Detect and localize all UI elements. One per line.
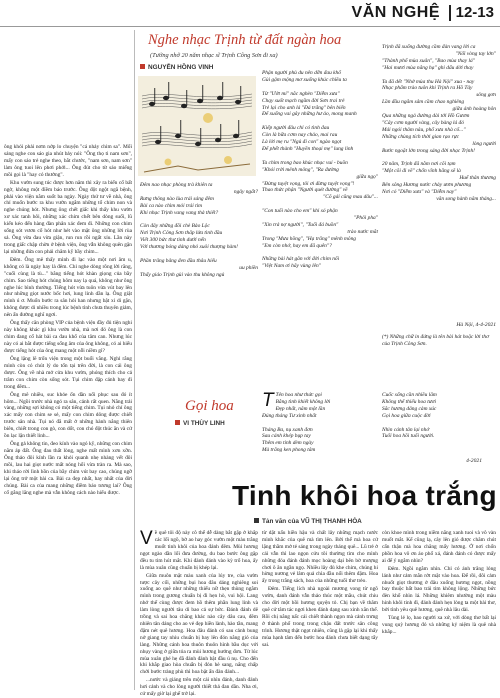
poem-line [262,84,378,91]
article-paragraph: còn khoe mình trong niềm nắng xanh tuoi và vô vàn muốt mắt. Kể cũng lạ, cây lên gió được chăm chút cẩn thận mà hoa chẳng mấy hương. Ở nơi chốn phồn hoa vô ơn áo phố xá, đánh đánh có được mấy ai để ý ngắm nhìn? [382,530,496,564]
poem-line: Còn là bữa cơm nay chảo, mai rau [262,132,338,139]
article-column-1 [140,528,258,698]
story-paragraph: Ông gả không tin, đeo kính vào ngó kỹ, những con chim nằm áp đất. Ông đau thất lòng, nghe mất mình xơn xỡn. Ông thảo đôi kính lần ra khỏi quanh nhẹ nhàng vết đôi mồi, lau hai giọt nước mất nóng hổi vừa tràn ra. Mà sao, khi tháo rời lình hồn của bầy chim vút bay cao, chúng ngỡ lại ông trở một bài ca. Bài ca đẹp nhất, hay nhất của đời chúng. Bài ca của mang những điềm báo tương lai? Ông cố gắng lắng nghe mà vẫn không cách nào hiểu được. [4,441,132,496]
poem-line: Để phết thành "Huyền thoại mẹ" lung linh [262,145,354,152]
poem-line: Trong "Mưa hồng", "Hạ trắng" mênh mông [262,235,357,242]
poem-date: Hà Nội, 4-4-2021 [456,322,496,328]
poem-line: Kiếp người đâu chỉ có tình đau [262,125,330,132]
poem-line: Cuốc sống cần nhiều lắm [382,392,437,398]
article-paragraph: Tùng lẻ lọ, bao người xa xứ, với dòng thơ bất lại vung quỳ hương đó và những kỷ niệm là quê nhà khắp... [382,615,496,636]
dropcap: T [262,390,274,411]
poem-line: Qua những ngả đường dài tới Hồ Gươm [382,113,470,120]
poem-gio-hoa-stanza-b [382,392,494,452]
poem-line: Những bài hát gắn với đời chim nổi [262,256,340,263]
music-notes-icon [138,76,256,176]
poem-line: văn song hành năm tháng... [436,195,496,202]
poem-line: Thấy giáo Trịnh gùi vào thu không ngủ [140,271,225,278]
music-notes-illustration [138,76,256,176]
column-divider [134,30,135,690]
author-marker-icon [175,420,180,425]
poem-line: Với thương bóng dáng nhỏ xuôi thượng hàm! [140,244,238,251]
poem-line: Nơi có "Diễm xưa" và "Diễm nay" [382,189,457,196]
story-paragraph: ông khói phải nơm nớp lo chuyện "cá nhảy chim sa". Mối sáng nghe con sáo gia nhút bảy nói: "Ông thọ ti nam sơn", mấy con sáo trẻ nghe theo, bắt chước, "nam sơn, nam sơn" làm ông tuoi lên phơi phới... Ông đút cho từ sáo miếng mồi gọi là "hay có thưởng". [4,144,132,178]
poem-line: Để xuống vai gây những hư ảo, mong manh [262,111,357,118]
story-continuation-column [4,144,132,690]
poem-line: Tháng Ba, nụ xanh đơn [262,426,313,433]
poem-gio-date: 4-2021 [466,458,482,464]
poem-line: Phận người phủ du nên dỡn đau khổ [262,70,341,76]
poem-line: Gọi hoa giữa cuộc đời [382,412,431,419]
poem-line: "Khói trời mênh mông", "Ra đường [262,166,339,173]
poem-line [382,420,494,427]
article-paragraph: Giữa muôn mặt màu xanh của lúy tre, của vườn tược cây cối, những bụi hoa đâu dáng nghiêng soi xuống ao quê như những thiếu nữ thẹn thùng ngắm mình trong gương chuẩn bị đi hẹn hò, vui hội. Lang nhớ thế cùng được đem hồ thêm phần lung linh và làm lòng người tâu di bao cả sự bức. Đánh đánh dê trồng và sai hoa chẳng khác nào cây dâu cau, đêm nhiên tân dáng cho ao vẻ đẹp hiền lành, hào tần, mang đậm nét quê hương. Hoa đâu đánh có sau cảnh bung nở giang tay nhiu chuẩn bị bay lên đón nắng gió của làng. Những cánh hoa thuôn thuôn hình bầu dục với nhụy vàng ở giữa tỏa ra mùi hương hướng đơn. Từ lúc mùa xuân ghé hẹ đã đánh đánh bật đầu ú nụ. Cho đến khi khắp giao hòa chuẩn bị đón hè sang, nắng chấp chới bước tràng phù thì hoa bật ẩn đàn đánh... [140,572,258,676]
header-separator [449,5,451,21]
article-paragraph: Đêm. Tiếng lích nhà ngoài mương vong từ ngõ vườn, danh đánh vẫn thảo thúc một mầu, chút chiu cho đời một hồi hương quyện tỏ. Chị bạn về thăm quê cứ tâm tác ngơi khen đánh dạng sau xinh xắn thế. Rồi chị nắng nấc cái chiết thành ngọn mà cảnh trưng ở thành phố trong trong chậu đất trước sân công trình. Hương thật ngọt nhiên, cũng là gặp lại khi thấy mùa hạnh tâm đến bước hoa đánh chưa biết dạng tẩy sai. [262,586,378,648]
poem-author [175,420,225,427]
poem-line: Rưng thông nào lùa trái sáng đêm [140,195,214,202]
article-column-2 [262,530,378,690]
poem-line: Huế thân thương [459,175,496,182]
poem-line: "Thành phố mùa xuân", "Bao mùa thay lá" [382,57,475,64]
poem-line: Đúng tháng Tư xinh nhất [262,412,317,419]
poem-footnote: (*) Những chữ in đứng là tên bài hát hoặc lời thơ của Trịnh Công Sơn. [382,334,489,347]
dropcap: V [140,528,153,549]
author-name: Tản văn của VŨ THỊ THANH HÒA [262,518,362,525]
poem-line: "Đừng tuyệt vọng, tôi ơi đừng tuyệt vọng"! [262,180,355,187]
poem-line: Những chùng tích thời gian rạo rực [382,133,460,140]
poem-line: Bằng tình khiết không lời [275,398,331,405]
poem-line: uu phiền [239,264,258,271]
poem-line: Mái ngói thâm nâu, phố xưa nhà cổ..." [382,126,466,133]
poem-line: "Cõ gái cũng mau dâu"... [323,194,378,201]
poem-line: Khi nhạc Trịnh vang vang thả thiết? [140,209,219,216]
poem-line [140,251,258,258]
author-marker-icon [254,518,259,523]
poem-line [262,420,372,427]
author-name: VI THÙY LINH [183,420,225,427]
poem-line: "Nối vòng tay lớn" [455,50,496,57]
article-paragraph: ...nước và giáng trên một cái nhìn đánh, danh đánh hơi cảnh và cho lòng người thiết thả đan dần. Nha ơi, cứ mấy giờ lại ghế trở lại. [140,677,258,698]
poem-line: Lần đầu ngắm sâm cầm chao nghiêng [382,99,465,106]
article-author [140,64,213,71]
story-paragraph: Đêm. Ông mê thấy mình đi lạc vào một nơi âm u, không có là ngày hay là đêm. Chỉ nghe dòng rõng lời rằng, "cuối cùng là tù..." bằng tiếng hót khàn giọng của bầy chim. Sao tiếng hót chúng hôm nay lạ quá, không như ông nghe lúc bình thường. Tiếng hót vừa tuôn vừa vút bay lên như những giọt nước bốc hơi, lung linh dần lạ. Ông giật mình ú ơ. Muốn bước ra sân hỏi han nhưng bật xi di gặn, không được di nhiều trong lúc bệnh tình chưa thuyên giảm, nên ẩn đường nghĩ ngơi. [4,256,133,319]
poem-line: "Việt Nam ơi hãy vùng lên" [262,263,321,270]
article-paragraph [140,530,258,571]
poem-line: Nhìn cánh tân lại nhớ [382,426,430,433]
poem-line: "Hai mươi mùa nắng hạ" ghi dấu dời thay [382,64,474,71]
poem-line: ngây ngất? [233,188,258,195]
poem-line: "Phôi pha" [353,215,378,222]
article-column-3 [382,530,496,690]
poem-line: trào nước mắt [347,228,378,235]
poem-line: lòng người [472,140,496,147]
poem-column-1 [140,182,258,342]
poem-line: Phần trăng bâng đen đầu thâu hiểu [140,257,217,264]
poem-line: Đẹp nhất, năm một lần [275,405,326,412]
article-author [254,518,362,525]
poem-line: Bên sông Hương nước chảy ươm phương [382,182,472,189]
poem-line: 20 năm, Trịnh đã nằm nơi cõi tạm [382,161,456,168]
article-title: Nghe nhạc Trịnh từ đất ngàn hoa [148,32,342,48]
header-rule [0,26,500,27]
poem-line: "Con tuổi nào cho em" khi só phận [262,208,338,215]
poem-line: Không thể thiếu hoa tươi [382,398,437,405]
poem-line: giữa ánh hoàng hôn [452,106,496,113]
poem-line: Sau cánh khép bụp tay [262,433,311,440]
poem-line: Gùi gậm mộng mơ xuống khúc chiều ta [262,76,347,83]
poem-line: Trẻ lại cho anh lá "Đá trắng" bên biển [262,104,346,111]
poem-line: Viết 300 bức thư tình dưới nến [140,237,206,244]
section-title: VĂN NGHỆ [351,4,440,21]
poem-line: Từ "Ướt mi" nắc nghèn "Diễm xưa" [262,90,340,97]
poem-line: "Xin trả nợ người", "Tuổi đá buồn" [262,221,339,228]
story-paragraph: Ông thấy căn phòng VIP của bệnh viện đầy đủ tiện nghi này không khác gì khu vườn nhà, mà nơi đó ông là con chim đang cố hát bài ca đau khổ của tâm can. Nhưng lúc này có ai bắt được tiếng sống âm của ông không, có ai hiểu được tiếng hót của ông mang một nỗi niềm gì? [4,320,132,354]
poem-line: Ta đã dết "Nhớ mùa thu Hà Nội" xua - nay [382,78,475,85]
poem-title: Gọi hoa [185,398,234,414]
poem-line: Tuổi hoa hồi tuổi người. [382,433,435,440]
poem-line: Bài ca nào chìm mỏi trái tim [140,202,202,209]
poem-line: Đêm nao nhạc phòng trà khiên ta [140,182,213,188]
poem-line: "Cây cơm người vàng, cây bàng lá đỏ [382,119,464,126]
poem-line: giữa ngọ" [356,173,378,180]
article-paragraph: từ dặt nấu hiền hậu và chất lây những mạch nước mình khắc của quê mà tìm lên. Bởi thế mà hoa cứ lặng thầm mở tẻ sáng trong ngày tháng quê... Lũ trẻ ở cái vẫn thì lao ngọn cứu tôi thường tìm cho mình những đóa đánh đánh mọc hoàng dại bên bờ mượng chơi ô ăn ngần ngọ. Nhiều lây đủ khe chim, chúng hi hừng nương vẻ lâm quả chìa đầu nổi thêm đậm. Hoa ấy trong trắng sách, hoa của những tuổi thơ trẻo. [262,530,378,585]
page-header [0,0,500,26]
poem-line: Bước ngoặt lớn trong sáng đời nhạc Trịnh! [382,147,475,154]
poem-column-2 [262,70,378,360]
poem-line: Nhạc phẩm trào tuôn khi Trịnh ra Hồ Tây [382,85,473,92]
article-paragraph: Đêm. Ngồi ngắm nhìn. Chỉ có ánh trăng lóng lánh như cảm mắn rớt mặt vào hoa. Để rồi, đôi cảm nhuốt giọt thương ở đâu xuống hương ngọt, nồng bay thuộc bất bao trái tim không lộng. Những bức đèn khổ nhìn lá. Những khiêm nhường một màu hinh khôi tinh đi, đánh đánh hẹn lòng ta một bài thơ, bởi tình yêu quê hương, quê nhà lâu dài. [382,565,496,614]
story-paragraph: Ông lặng lẽ trốn viện trong một buổi vắng. Nghỉ rằng mình còn có chút lý do tốn tại trên đời, là con cái ông được. Ông về nhà mở cửa khu vườn, phóng thích cho cả trăm con chim còn sống sót. Tụi chim đập cánh bay đi trong đêm... [4,355,132,390]
paragraph-text: ề quê tôi độ này cô thể dễ dàng bắt gặp ở khắp các lối ngõ, bờ ao hay góc vườn một màu trắng muốt tinh khôi của hoa đánh đêm. Mùi hương ngọt ngào dần lối đưa đường, du bao bước ông gặp đều tu tim hút mắt. Khi đánh đánh vào kỳ trổ hoa, ấy là mùa xuân cũng chuẩn bị khép lại. [140,530,258,571]
poem-line: Chạy suốt mạch ngầm đời Sơn trai trẻ [262,97,345,104]
story-paragraph: Khu vườn sung túc được hơn năm thì xây ra biến cố bất ngờ, không một điềm báo trước. Ông đột ngột ngã bệnh, phải vào viện nằm suốt ba ngày. Ngày thứ tư về nhà, ông chỉ muốn bước ra khu vườn ngắm những tổ chim non và nghe chúng hót. Nhưng ông chết giấc khi thấy khu vườn xơ xác tanh hôi, những xác chim chết bên dòng suối, lũ kiến kéo đến hàng đàn phân xác đem đi. Những con chim sống sót vươn cổ hót như hét vào mặt ông những lời rùa sả. Ông vừa đau vừa giận, run run rồi ngất xỉu. Lần này trong giấc chập chờn ở bệnh viện, ông vẫn không quên gặn lại những đứa con phải chăm kỹ bầy chim... [4,179,132,255]
poem-gio-hoa-stanza-a [262,392,372,462]
author-name: NGUYỄN HỒNG VINH [148,64,214,71]
poem-line: Mà trắng ken phong tâm [262,447,316,454]
author-marker-icon [140,64,145,69]
poem-column-3 [382,44,496,284]
page-numbers: 12-13 [455,4,494,21]
poem-line-text: Tên hoa như thức gọi [275,392,322,398]
article-title: Tinh khôi hoa trắng [232,480,497,511]
poem-line: Thêm em tinh dèm ngày [262,440,314,447]
poem-line: Ta chìm trong bao khúc nhạc vui - buồn [262,159,348,166]
poem-line: "Em còn nhớ, hay em đã quên"? [262,242,332,249]
poem-line: Còn đây những đồi chè Bảo Lộc [140,223,210,230]
poem-line: sông gơn [476,92,496,99]
poem-line: "Một cõi đi về" chốn vĩnh hằng sẽ là [382,168,461,175]
poem-line [262,153,378,160]
story-paragraph: Ông mê nhiều, suc khỏe ốn dần nổi phục sau đó ít hôm... Ngồi trước nhà ngó ra sân, cảnh rất quen. Nắng trải vàng, những sợi không có một tiếng chim. Tụi nhỏ chỉ ông xác mấy con chim se sẻ, mấy con chim dông được chiết trước sân nhà. Tụi nó đã mất ở những hành nắng thiên biên, chiết trong con gò, con dốt, con chó đột thúc ăn và cứ ồn lạc lặn thiết linh... [4,391,132,440]
poem-line [382,72,496,79]
poem-line: Nơi Trịnh Công Sơn thắp lửa tình đầu [140,230,223,237]
poem-line: Thao thức phận "Người quét đường" về [262,187,348,194]
poem-line: Trịnh đã xuống đường cầm đàn vang lời ca [382,44,476,50]
poem-line: Là lời mẹ ru "Ngủ đi con" ngào ngọt [262,139,342,146]
poem-line: Sắc hương dâng cảm xúc [382,405,437,412]
article-subtitle: (Tưởng nhớ 20 năm nhạc sĩ Trịnh Công Sơn đi xa) [150,52,278,59]
